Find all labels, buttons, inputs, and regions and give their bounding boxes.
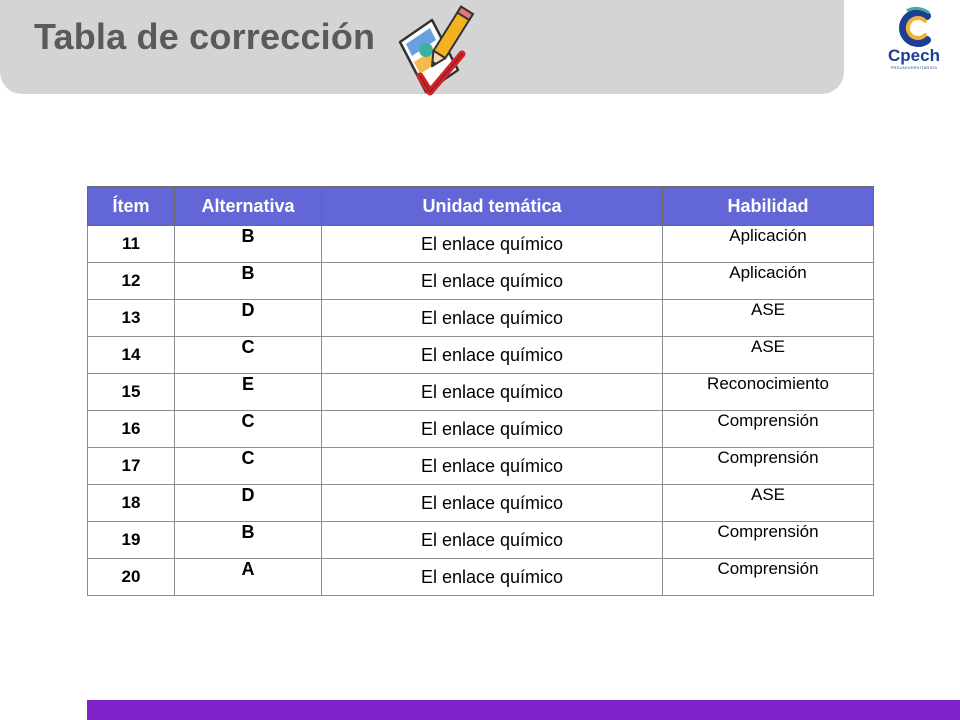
- alternativa-cell: A: [175, 559, 322, 596]
- correction-table: [87, 186, 874, 596]
- pencil-checkmark-icon: [396, 2, 476, 102]
- unidad-cell: El enlace químico: [322, 374, 663, 411]
- item-cell: 15: [88, 374, 175, 411]
- unidad-cell: El enlace químico: [322, 263, 663, 300]
- unidad-cell: El enlace químico: [322, 226, 663, 263]
- table-header-row: [88, 187, 874, 226]
- column-header-item: Ítem: [88, 187, 175, 226]
- item-cell: 12: [88, 263, 175, 300]
- habilidad-cell: Reconocimiento: [663, 374, 874, 411]
- alternativa-cell: D: [175, 300, 322, 337]
- unidad-cell: El enlace químico: [322, 485, 663, 522]
- table-row: [88, 522, 874, 559]
- column-header-alternativa: Alternativa: [175, 187, 322, 226]
- table-row: [88, 226, 874, 263]
- table-row: [88, 300, 874, 337]
- alternativa-cell: B: [175, 226, 322, 263]
- habilidad-cell: ASE: [663, 485, 874, 522]
- alternativa-cell: B: [175, 263, 322, 300]
- column-header-unidad: Unidad temática: [322, 187, 663, 226]
- column-header-habilidad: Habilidad: [663, 187, 874, 226]
- alternativa-cell: D: [175, 485, 322, 522]
- item-cell: 18: [88, 485, 175, 522]
- unidad-cell: El enlace químico: [322, 337, 663, 374]
- alternativa-cell: C: [175, 337, 322, 374]
- logo-wordmark: Cpech: [888, 46, 940, 65]
- unidad-cell: El enlace químico: [322, 300, 663, 337]
- unidad-cell: El enlace químico: [322, 522, 663, 559]
- table-row: [88, 485, 874, 522]
- habilidad-cell: Aplicación: [663, 263, 874, 300]
- habilidad-cell: ASE: [663, 300, 874, 337]
- alternativa-cell: C: [175, 448, 322, 485]
- unidad-cell: El enlace químico: [322, 411, 663, 448]
- page-title: Tabla de corrección: [34, 16, 376, 57]
- item-cell: 17: [88, 448, 175, 485]
- habilidad-cell: Comprensión: [663, 448, 874, 485]
- habilidad-cell: Comprensión: [663, 559, 874, 596]
- habilidad-cell: Aplicación: [663, 226, 874, 263]
- alternativa-cell: E: [175, 374, 322, 411]
- alternativa-cell: B: [175, 522, 322, 559]
- table-row: [88, 263, 874, 300]
- habilidad-cell: ASE: [663, 337, 874, 374]
- table-row: [88, 374, 874, 411]
- logo-tagline: PREUNIVERSITARIOS: [890, 65, 938, 70]
- footer-bar: [87, 700, 960, 720]
- item-cell: 14: [88, 337, 175, 374]
- habilidad-cell: Comprensión: [663, 411, 874, 448]
- table-row: [88, 559, 874, 596]
- item-cell: 13: [88, 300, 175, 337]
- item-cell: 19: [88, 522, 175, 559]
- cpech-logo-mark: [878, 4, 950, 50]
- table-row: [88, 337, 874, 374]
- table-row: [88, 448, 874, 485]
- alternativa-cell: C: [175, 411, 322, 448]
- item-cell: 20: [88, 559, 175, 596]
- habilidad-cell: Comprensión: [663, 522, 874, 559]
- unidad-cell: El enlace químico: [322, 448, 663, 485]
- table-row: [88, 411, 874, 448]
- item-cell: 16: [88, 411, 175, 448]
- item-cell: 11: [88, 226, 175, 263]
- unidad-cell: El enlace químico: [322, 559, 663, 596]
- cpech-logo: [878, 4, 950, 76]
